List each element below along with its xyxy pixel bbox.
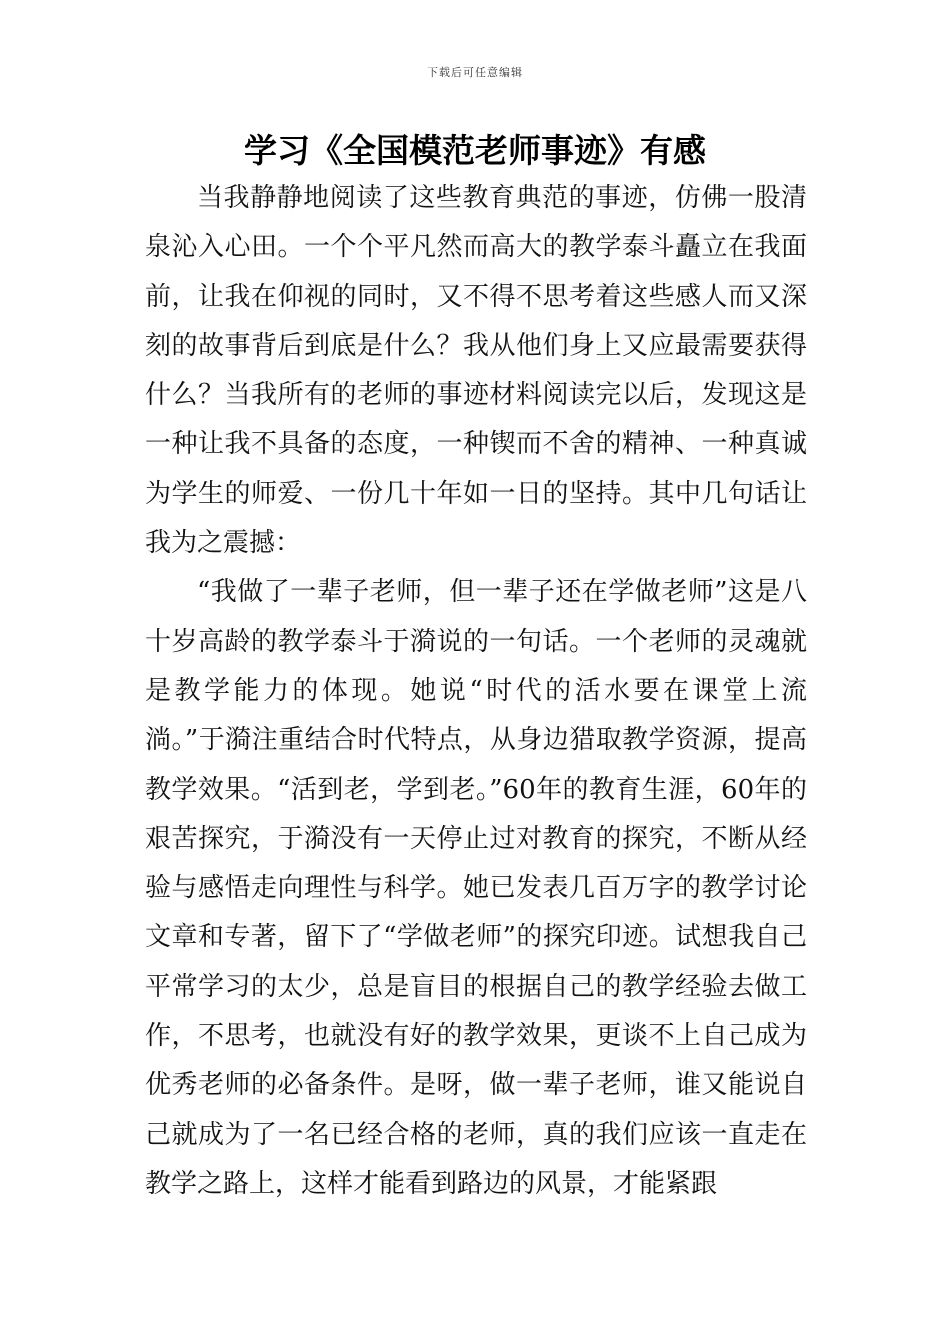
- paragraph-2: “我做了一辈子老师，但一辈子还在学做老师”这是八十岁高龄的教学泰斗于漪说的一句话。一个老师的灵魂就是教学能力的体现。她说“时代的活水要在课堂上流淌。”于漪注重结合时代特点，从身边猎取教学资源，提高教学效果。“活到老，学到老。”60年的教育生涯，60年的艰苦探究，于漪没有一天停止过对教育的探究，不断从经验与感悟走向理性与科学。她已发表几百万字的教学讨论文章和专著，留下了“学做老师”的探究印迹。试想我自己平常学习的太少，总是盲目的根据自己的教学经验去做工作，不思考，也就没有好的教学效果，更谈不上自己成为优秀老师的必备条件。是呀，做一辈子老师，谁又能说自己就成为了一名已经合格的老师，真的我们应该一直走在教学之路上，这样才能看到路边的风景，才能紧跟: [145, 577, 807, 1199]
- document-body: [145, 174, 807, 1209]
- page-title: 学习《全国模范老师事迹》有感: [244, 131, 706, 170]
- paragraph-1: 当我静静地阅读了这些教育典范的事迹，仿佛一股清泉沁入心田。一个个平凡然而高大的教学泰斗矗立在我面前，让我在仰视的同时，又不得不思考着这些感人而又深刻的故事背后到底是什么？我从他们身上又应最需要获得什么？当我所有的老师的事迹材料阅读完以后，发现这是一种让我不具备的态度，一种锲而不舍的精神、一种真诚为学生的师爱、一份几十年如一日的坚持。其中几句话让我为之震撼：: [145, 183, 807, 559]
- header-note: 下载后可任意编辑: [427, 66, 523, 79]
